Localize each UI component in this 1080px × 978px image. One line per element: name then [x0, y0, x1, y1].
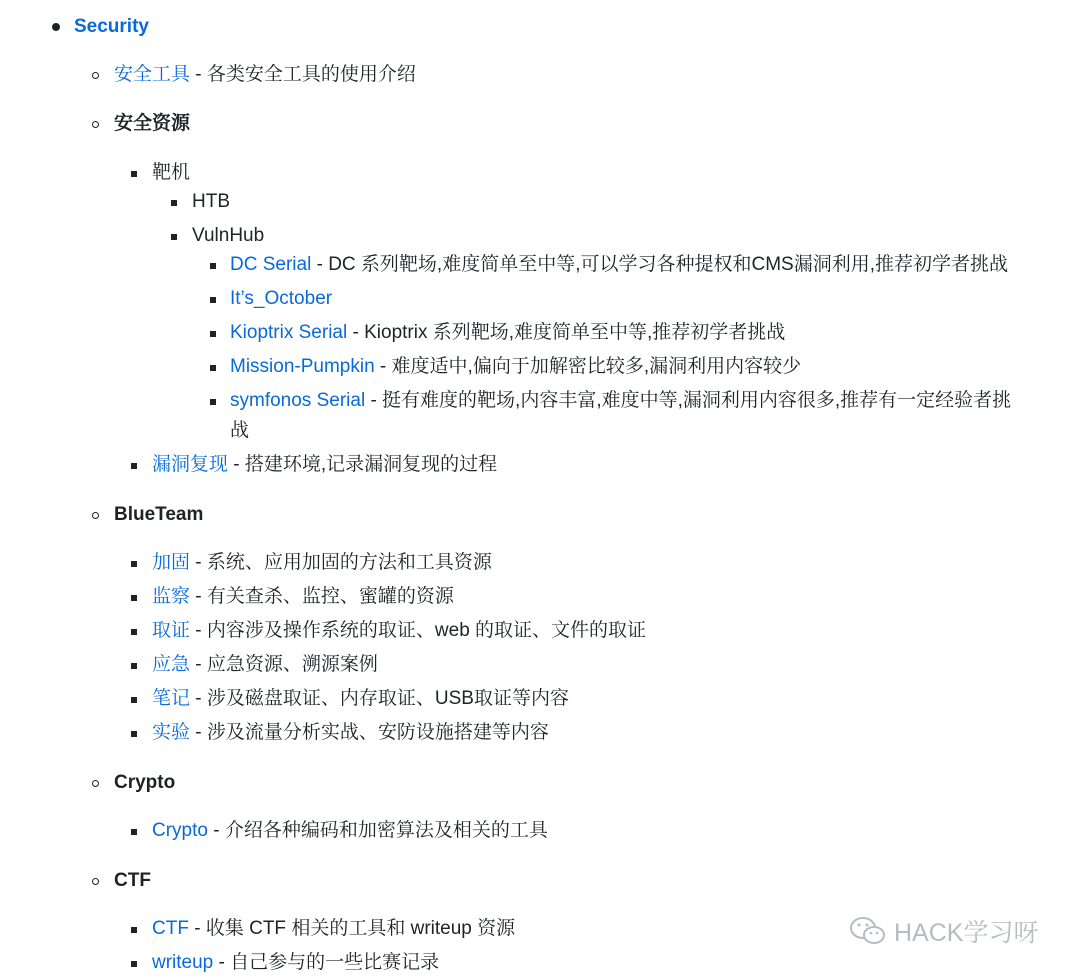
- incident-response-link[interactable]: 应急: [152, 654, 191, 675]
- monitoring-link[interactable]: 监察: [152, 586, 191, 607]
- list-item: [152, 914, 515, 944]
- watermark: [848, 912, 1038, 950]
- list-item: [152, 450, 497, 480]
- security-link[interactable]: Security: [74, 16, 149, 37]
- list-bullet: [92, 878, 99, 885]
- item-description: - 介绍各种编码和加密算法及相关的工具: [207, 820, 548, 841]
- item-description: - 各类安全工具的使用介绍: [190, 64, 416, 85]
- kioptrix-serial-link[interactable]: Kioptrix Serial: [230, 322, 348, 343]
- list-bullet: [131, 961, 137, 967]
- list-bullet: [131, 463, 137, 469]
- list-bullet: [210, 399, 216, 405]
- list-bullet: [210, 297, 216, 303]
- item-description: - 内容涉及操作系统的取证、web 的取证、文件的取证: [190, 620, 647, 641]
- item-description: - 涉及流量分析实战、安防设施搭建等内容: [190, 722, 549, 743]
- experiments-link[interactable]: 实验: [152, 722, 191, 743]
- item-description: - 收集 CTF 相关的工具和 writeup 资源: [188, 918, 516, 939]
- list-item: [74, 12, 149, 42]
- hardening-link[interactable]: 加固: [152, 552, 191, 573]
- ctf-link[interactable]: CTF: [152, 918, 189, 939]
- list-bullet: [210, 331, 216, 337]
- list-item: [152, 816, 548, 846]
- list-bullet: [171, 234, 177, 240]
- writeup-link[interactable]: writeup: [152, 952, 214, 973]
- list-item: [114, 60, 416, 90]
- item-description: - 搭建环境,记录漏洞复现的过程: [228, 454, 498, 475]
- list-item: [152, 718, 549, 748]
- item-description: - 挺有难度的靶场,内容丰富,难度中等,漏洞利用内容很多,推荐有一定经验者挑: [365, 390, 1012, 411]
- item-description: - DC 系列靶场,难度简单至中等,可以学习各种提权和CMS漏洞利用,推荐初学者挑战: [311, 254, 1008, 275]
- list-item: [230, 284, 332, 314]
- item-description: - 难度适中,偏向于加解密比较多,漏洞利用内容较少: [374, 356, 802, 377]
- item-description: - 应急资源、溯源案例: [190, 654, 378, 675]
- list-bullet: [171, 200, 177, 206]
- list-bullet: [131, 927, 137, 933]
- list-item: [152, 582, 454, 612]
- list-bullet: [92, 512, 99, 519]
- list-item: [230, 318, 785, 348]
- item-description: - 系统、应用加固的方法和工具资源: [190, 552, 492, 573]
- item-description: - 有关查杀、监控、蜜罐的资源: [190, 586, 454, 607]
- wechat-icon: [848, 915, 888, 947]
- item-description: - 涉及磁盘取证、内存取证、USB取证等内容: [190, 688, 569, 709]
- vuln-reproduce-link[interactable]: 漏洞复现: [152, 454, 229, 475]
- item-description: - 自己参与的一些比赛记录: [213, 952, 440, 973]
- list-bullet: [131, 171, 137, 177]
- list-item: [152, 650, 378, 680]
- list-item: [152, 684, 569, 714]
- crypto-link[interactable]: Crypto: [152, 820, 208, 841]
- list-bullet: [92, 780, 99, 787]
- dc-serial-link[interactable]: DC Serial: [230, 254, 312, 275]
- list-bullet: [131, 629, 137, 635]
- its-october-link[interactable]: It’s_October: [230, 288, 333, 309]
- list-item: [230, 250, 1008, 280]
- item-description: - Kioptrix 系列靶场,难度简单至中等,推荐初学者挑战: [347, 322, 786, 343]
- section-heading: 安全资源: [114, 113, 191, 134]
- list-bullet: [131, 561, 137, 567]
- list-item: [152, 548, 492, 578]
- list-item: [230, 352, 801, 382]
- list-item: [152, 616, 646, 646]
- section-heading: CTF: [114, 870, 151, 891]
- watermark-text: HACK学习呀: [894, 919, 1039, 947]
- list-bullet: [131, 731, 137, 737]
- list-bullet: [131, 829, 137, 835]
- mission-pumpkin-link[interactable]: Mission-Pumpkin: [230, 356, 375, 377]
- list-bullet: [210, 365, 216, 371]
- list-item: [152, 948, 439, 978]
- list-bullet: [92, 121, 99, 128]
- notes-link[interactable]: 笔记: [152, 688, 191, 709]
- security-tools-link[interactable]: 安全工具: [114, 64, 191, 85]
- symfonos-serial-link[interactable]: symfonos Serial: [230, 390, 366, 411]
- list-bullet: [131, 697, 137, 703]
- forensics-link[interactable]: 取证: [152, 620, 191, 641]
- item-description-continued: 战: [230, 420, 250, 441]
- list-item: [230, 386, 1011, 416]
- list-bullet: [210, 263, 216, 269]
- list-item-label: 靶机: [152, 162, 191, 183]
- list-item-label: HTB: [192, 191, 230, 212]
- list-bullet: [92, 72, 99, 79]
- section-heading: Crypto: [114, 772, 176, 793]
- list-bullet: [131, 595, 137, 601]
- list-bullet: [52, 23, 60, 31]
- list-bullet: [131, 663, 137, 669]
- list-item-label: VulnHub: [192, 225, 265, 246]
- section-heading: BlueTeam: [114, 504, 204, 525]
